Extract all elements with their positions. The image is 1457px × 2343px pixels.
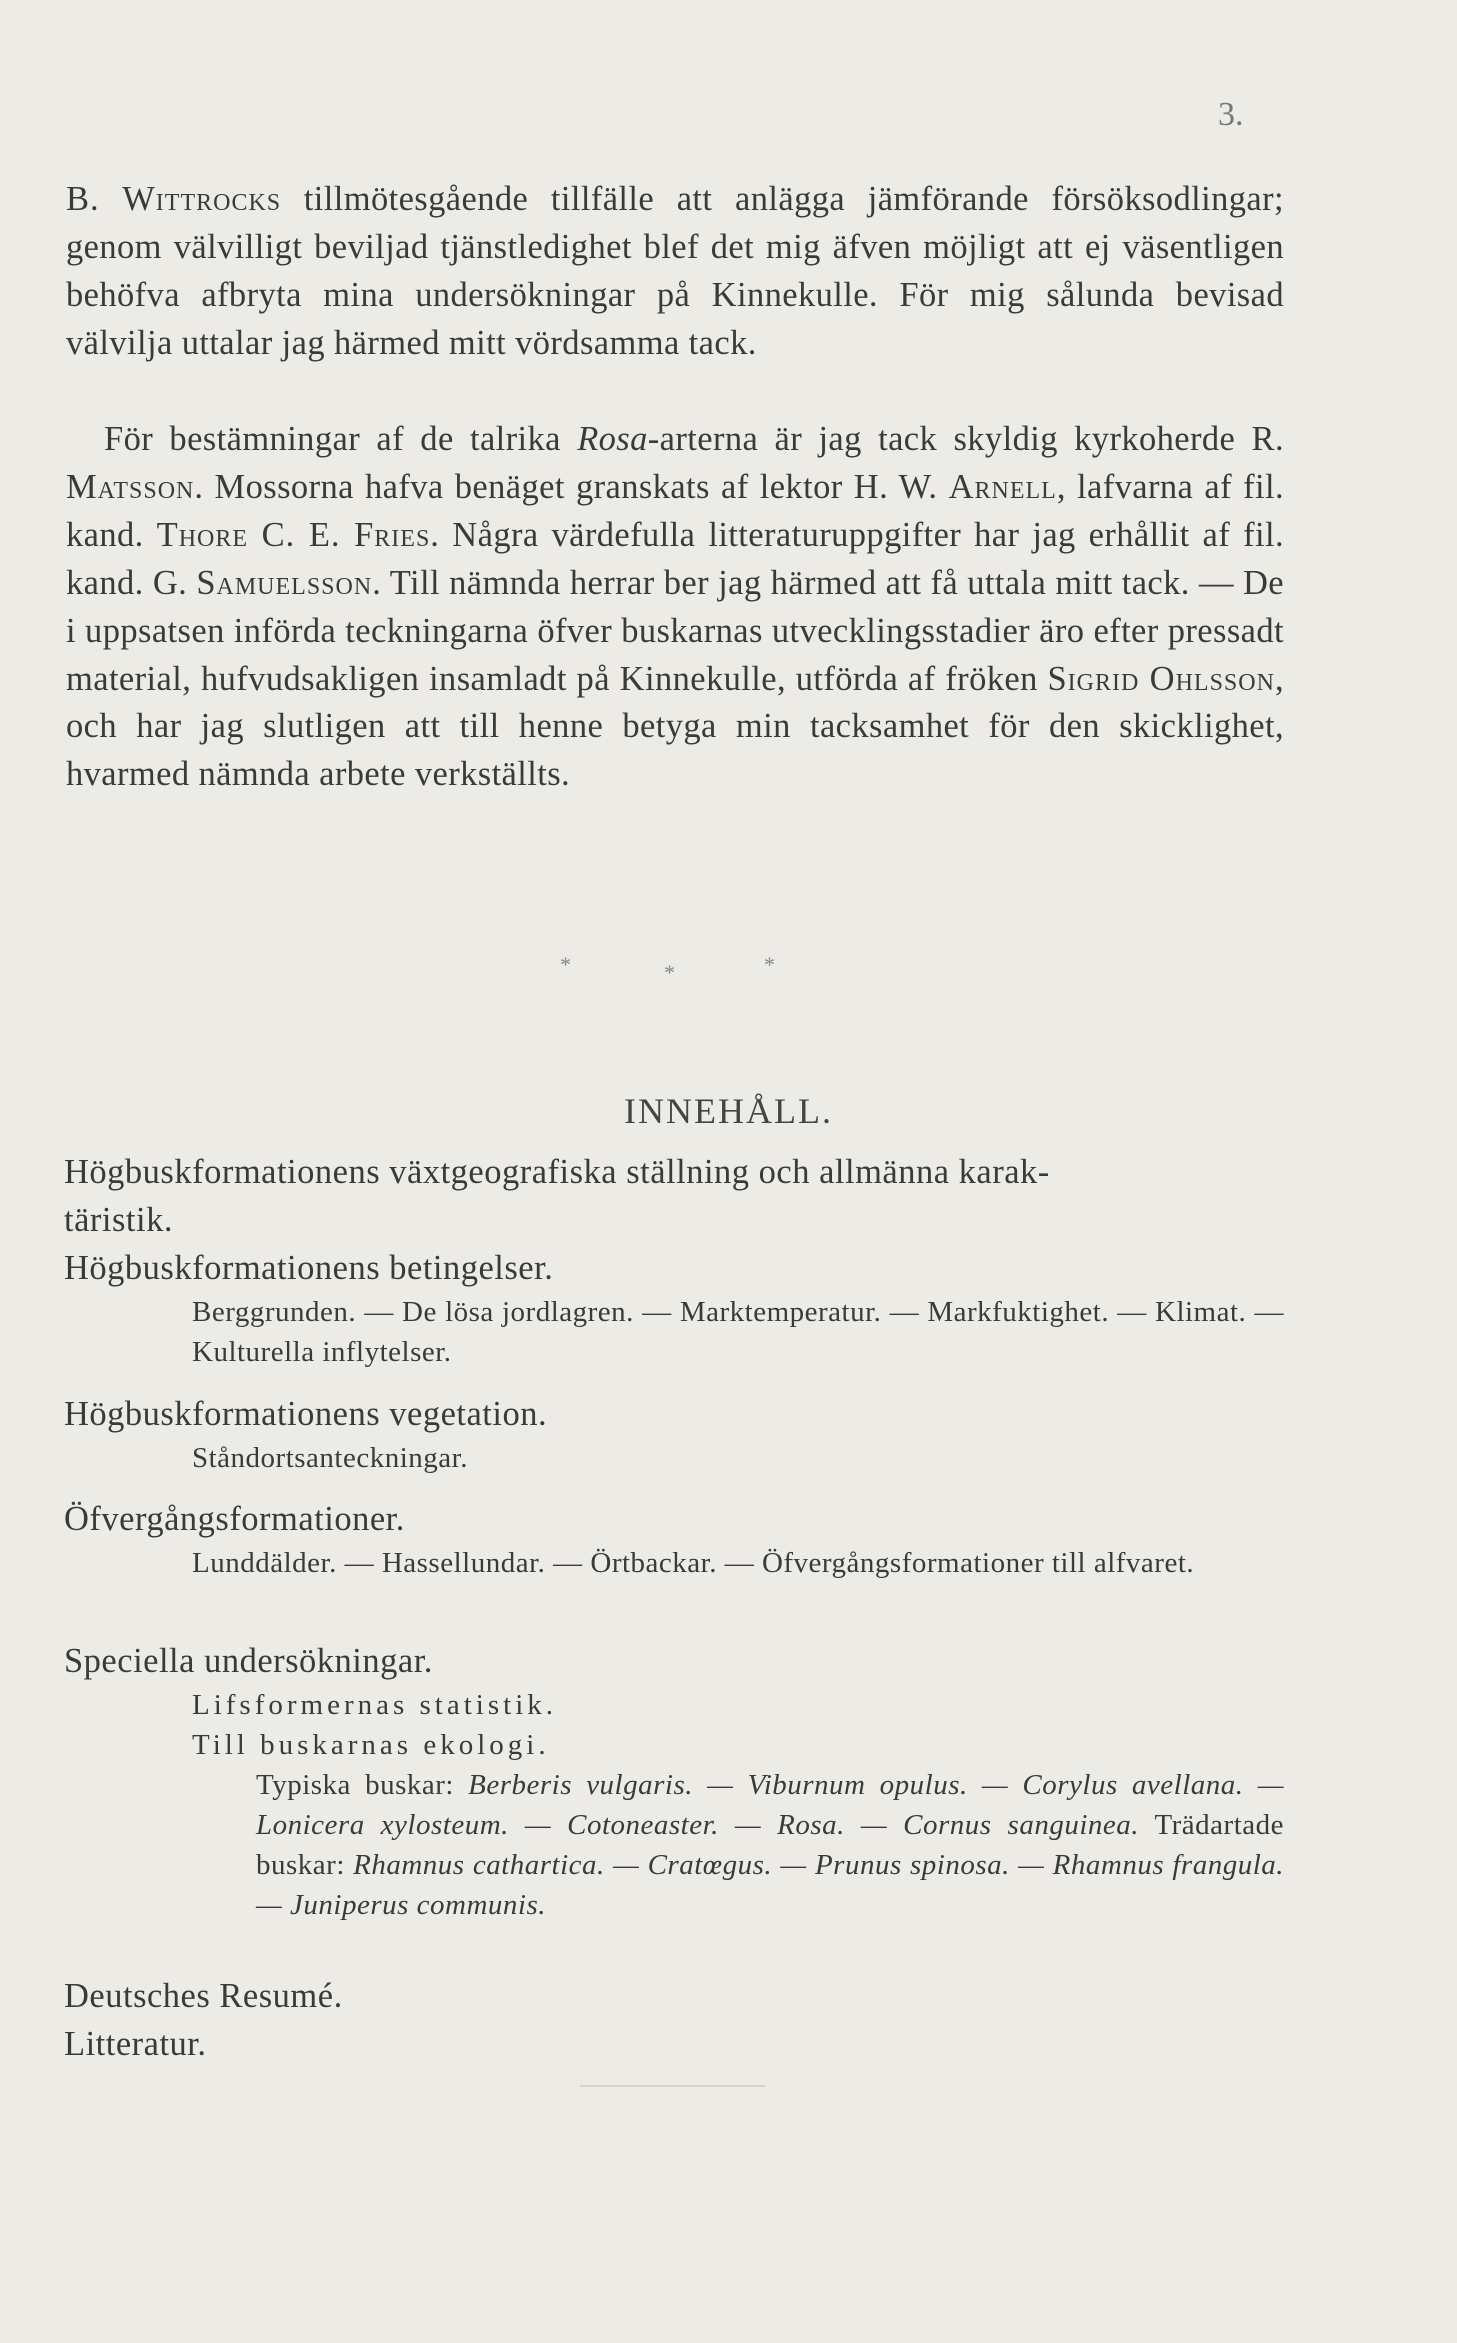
toc-section-1 [64,1148,1284,1244]
person-name: Sigrid Ohlsson [1047,659,1275,698]
person-name: B. Wittrocks [66,180,282,218]
paragraph-acknowledgement-2 [66,416,1284,799]
asterisk: * [664,960,675,985]
toc-subentry: Till buskarnas ekologi. [192,1729,550,1761]
text-run: För bestämningar af de talrika [104,420,578,458]
toc-subentry: Lifsformernas statistik. [192,1689,558,1721]
text-run: . Några värdefulla litteraturuppgifter har jag erhållit af fil. kand. G. [66,515,1284,602]
toc-species-list [64,1765,1284,1925]
text-run: , och har jag slutligen att till henne betyga min tacksamhet för den skicklighet, hvarmed nämnda arbete verkställts. [66,659,1284,794]
toc-entry-continuation: täristik. [64,1201,173,1239]
toc-entry: Deutsches Resumé. [64,1977,343,2015]
toc-entry: Öfvergångsformationer. [64,1500,405,1538]
toc-entry: Högbuskformationens växtgeografiska ställning och allmänna karak- [64,1153,1050,1191]
toc-entry: Högbuskformationens betingelser. [64,1249,554,1287]
toc-entry: Speciella undersökningar. [64,1642,433,1680]
species-names: Berberis vulgaris. — Viburnum opulus. — Corylus avellana. — Lonicera xylosteum. — Cotoneaster. — Rosa. — Cornus sanguinea. [256,1769,1284,1841]
toc-section-6 [64,1972,1284,2068]
species-names: Rhamnus cathartica. — Cratœgus. — Prunus spinosa. — Rhamnus frangula. — Juniperus communis. [256,1849,1285,1921]
toc-subentries: Lunddälder. — Hassellundar. — Örtbackar. — Öfvergångsformationer till alfvaret. [192,1547,1195,1579]
asterisk: * [764,952,775,977]
toc-subentries: Ståndortsanteckningar. [192,1442,468,1474]
species-group-label: Typiska buskar: [256,1769,469,1801]
text-run: . Mossorna hafva benäget granskats af lektor H. W. [194,467,949,506]
person-name: Samuelsson [196,563,373,602]
toc-subentries: Berggrunden. — De lösa jordlagren. — Marktemperatur. — Markfuktighet. — Klimat. — Kulturella inflytelser. [192,1296,1284,1368]
taxon-name: Rosa [577,420,648,458]
page-number: 3. [1218,96,1244,133]
toc-entry: Högbuskformationens vegetation. [64,1395,548,1433]
person-name: Arnell [948,467,1057,506]
toc-section-3 [64,1390,1284,1478]
toc-section-5 [64,1637,1284,1925]
toc-section-2 [64,1244,1284,1372]
species-group-label: Trädartade buskar: [256,1809,1285,1881]
toc-section-4 [64,1495,1284,1583]
paragraph-text: tillmötesgående tillfälle att anlägga jämförande försöksodlingar; genom välvilligt beviljad tjänstledighet blef det mig äfven möjligt att ej väsentligen behöfva afbryta mina undersökningar på Kinnekulle. För mig sålunda bevisad välvilja uttalar jag härmed mitt vördsamma tack. [66,180,1284,362]
person-name: Thore C. E. Fries [156,515,431,554]
text-run: -arterna är jag tack skyldig kyrkoherde R. [647,420,1284,458]
toc-heading: INNEHÅLL. [624,1091,833,1131]
text-run: , lafvarna af fil. kand. [66,467,1284,554]
toc-entry: Litteratur. [64,2025,207,2063]
bottom-rule [580,2085,765,2087]
paragraph-acknowledgement-1 [66,176,1284,368]
text-run: . Till nämnda herrar ber jag härmed att få uttala mitt tack. — De i uppsatsen införda teckningarna öfver buskarnas utvecklingsstadier äro efter pressadt material, hufvudsakligen insamladt på Kinnekulle, utförda af fröken [66,563,1285,698]
person-name: Matsson [66,467,195,506]
asterisk: * [560,952,571,977]
